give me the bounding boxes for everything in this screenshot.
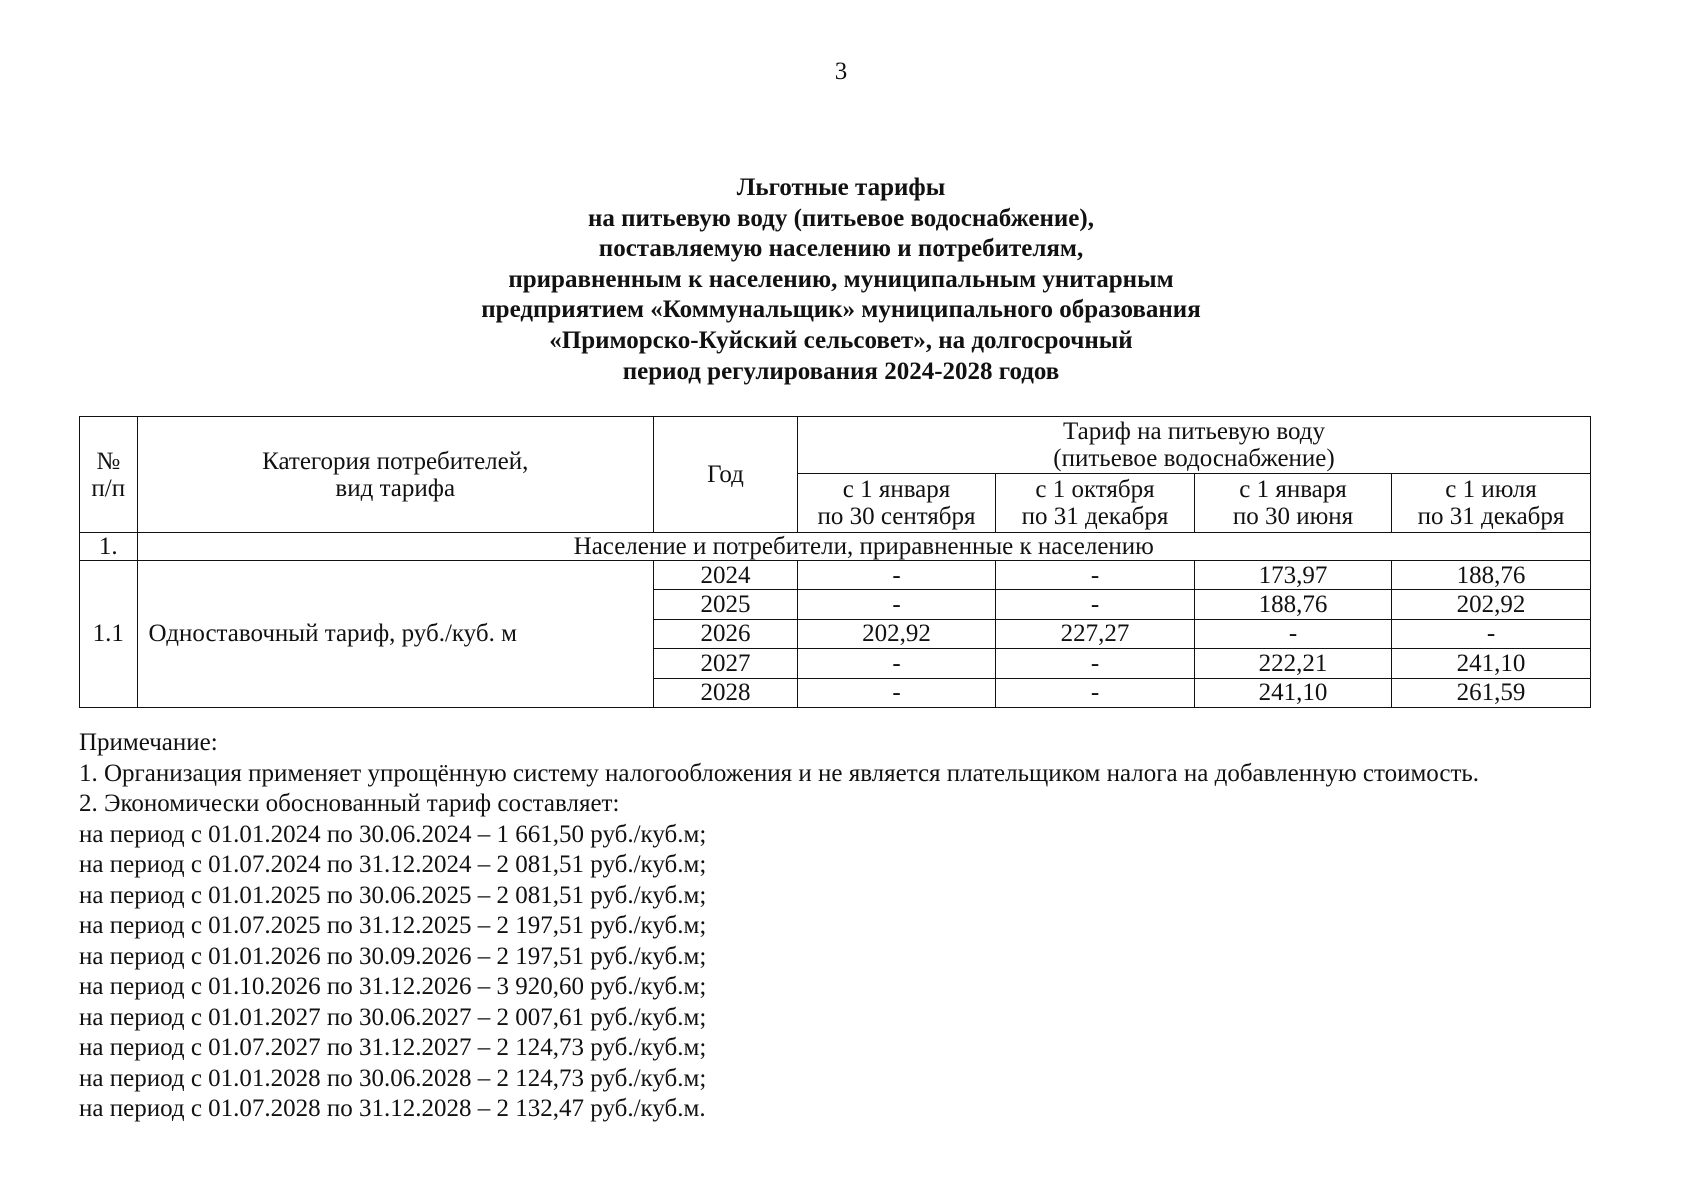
title-line: период регулирования 2024-2028 годов	[622, 357, 1060, 385]
header-period-line: с 1 января	[842, 476, 951, 503]
title-line: «Приморско-Куйский сельсовет», на долгосрочный	[549, 326, 1133, 354]
year-cell: 2024	[654, 561, 798, 590]
value-cell: 188,76	[1195, 590, 1392, 619]
section-num: 1.	[80, 533, 138, 561]
title-line: предприятием «Коммунальщик» муниципального образования	[481, 296, 1201, 324]
page-number: 3	[834, 58, 848, 85]
value-cell: -	[1392, 619, 1591, 648]
note-line: на период с 01.01.2027 по 30.06.2027 – 2 007,61 руб./куб.м;	[79, 1003, 707, 1031]
title-line: приравненным к населению, муниципальным унитарным	[508, 265, 1174, 293]
header-period	[1392, 474, 1591, 533]
header-category	[137, 417, 654, 533]
year-cell: 2026	[654, 619, 798, 648]
value-cell: -	[996, 649, 1195, 678]
title-line: Льготные тарифы	[736, 174, 946, 201]
header-num-line: №	[96, 447, 121, 475]
section-label: Население и потребители, приравненные к населению	[137, 533, 1591, 561]
header-num-line: п/п	[91, 474, 126, 502]
header-period-line: по 31 декабря	[1417, 503, 1565, 530]
notes-section	[79, 728, 1679, 1125]
note-line: на период с 01.07.2024 по 31.12.2024 – 2 081,51 руб./куб.м;	[79, 851, 707, 878]
value-cell: -	[798, 649, 996, 678]
header-period	[1195, 474, 1392, 533]
tariff-table	[79, 416, 1591, 708]
value-cell: 222,21	[1195, 649, 1392, 678]
value-cell: -	[798, 678, 996, 707]
year-cell: 2028	[654, 678, 798, 707]
group-category: Одноставочный тариф, руб./куб. м	[137, 561, 654, 708]
value-cell: -	[798, 590, 996, 619]
header-num	[80, 417, 138, 533]
header-period-line: по 30 июня	[1232, 503, 1354, 530]
note-line: на период с 01.01.2028 по 30.06.2028 – 2 124,73 руб./куб.м;	[79, 1064, 707, 1092]
value-cell: -	[1195, 619, 1392, 648]
header-period-line: с 1 октября	[1035, 476, 1155, 503]
table-header-row	[80, 417, 1591, 474]
value-cell: 261,59	[1392, 678, 1591, 707]
value-cell: 202,92	[798, 619, 996, 648]
document-title	[0, 173, 1682, 387]
value-cell: -	[996, 561, 1195, 590]
group-num: 1.1	[80, 561, 138, 708]
value-cell: 241,10	[1195, 678, 1392, 707]
note-line: 2. Экономически обоснованный тариф составляет:	[79, 790, 620, 817]
header-tariff	[798, 417, 1591, 474]
note-line: на период с 01.01.2025 по 30.06.2025 – 2 081,51 руб./куб.м;	[79, 881, 707, 909]
header-period-line: по 31 декабря	[1021, 503, 1169, 530]
header-year: Год	[654, 417, 798, 533]
year-cell: 2027	[654, 649, 798, 678]
value-cell: 173,97	[1195, 561, 1392, 590]
value-cell: -	[798, 561, 996, 590]
header-tariff-line: (питьевое водоснабжение)	[1053, 445, 1335, 472]
notes-heading: Примечание:	[79, 729, 218, 756]
note-line: 1. Организация применяет упрощённую систему налогообложения и не является плательщиком налога на добавленную стоимость.	[79, 759, 1480, 787]
header-tariff-line: Тариф на питьевую воду	[1063, 418, 1325, 445]
header-period	[996, 474, 1195, 533]
note-line: на период с 01.10.2026 по 31.12.2026 – 3 920,60 руб./куб.м;	[79, 973, 707, 1000]
value-cell: 241,10	[1392, 649, 1591, 678]
value-cell: 188,76	[1392, 561, 1591, 590]
year-cell: 2025	[654, 590, 798, 619]
note-line: на период с 01.01.2024 по 30.06.2024 – 1 661,50 руб./куб.м;	[79, 820, 707, 848]
value-cell: -	[996, 678, 1195, 707]
value-cell: -	[996, 590, 1195, 619]
value-cell: 202,92	[1392, 590, 1591, 619]
section-row	[80, 533, 1591, 561]
header-period-line: с 1 января	[1239, 476, 1347, 503]
note-line: на период с 01.07.2027 по 31.12.2027 – 2 124,73 руб./куб.м;	[79, 1034, 707, 1061]
header-category-line: Категория потребителей,	[262, 447, 529, 475]
title-line: на питьевую воду (питьевое водоснабжение),	[588, 204, 1094, 232]
value-cell: 227,27	[996, 619, 1195, 648]
header-category-line: вид тарифа	[335, 474, 456, 502]
note-line: на период с 01.01.2026 по 30.09.2026 – 2 197,51 руб./куб.м;	[79, 942, 707, 970]
header-period	[798, 474, 996, 533]
header-period-line: с 1 июля	[1445, 476, 1537, 503]
note-line: на период с 01.07.2028 по 31.12.2028 – 2 132,47 руб./куб.м.	[79, 1095, 706, 1122]
table-row	[80, 561, 1591, 590]
title-line: поставляемую населению и потребителям,	[598, 235, 1084, 263]
header-period-line: по 30 сентября	[817, 503, 976, 530]
note-line: на период с 01.07.2025 по 31.12.2025 – 2 197,51 руб./куб.м;	[79, 912, 707, 939]
